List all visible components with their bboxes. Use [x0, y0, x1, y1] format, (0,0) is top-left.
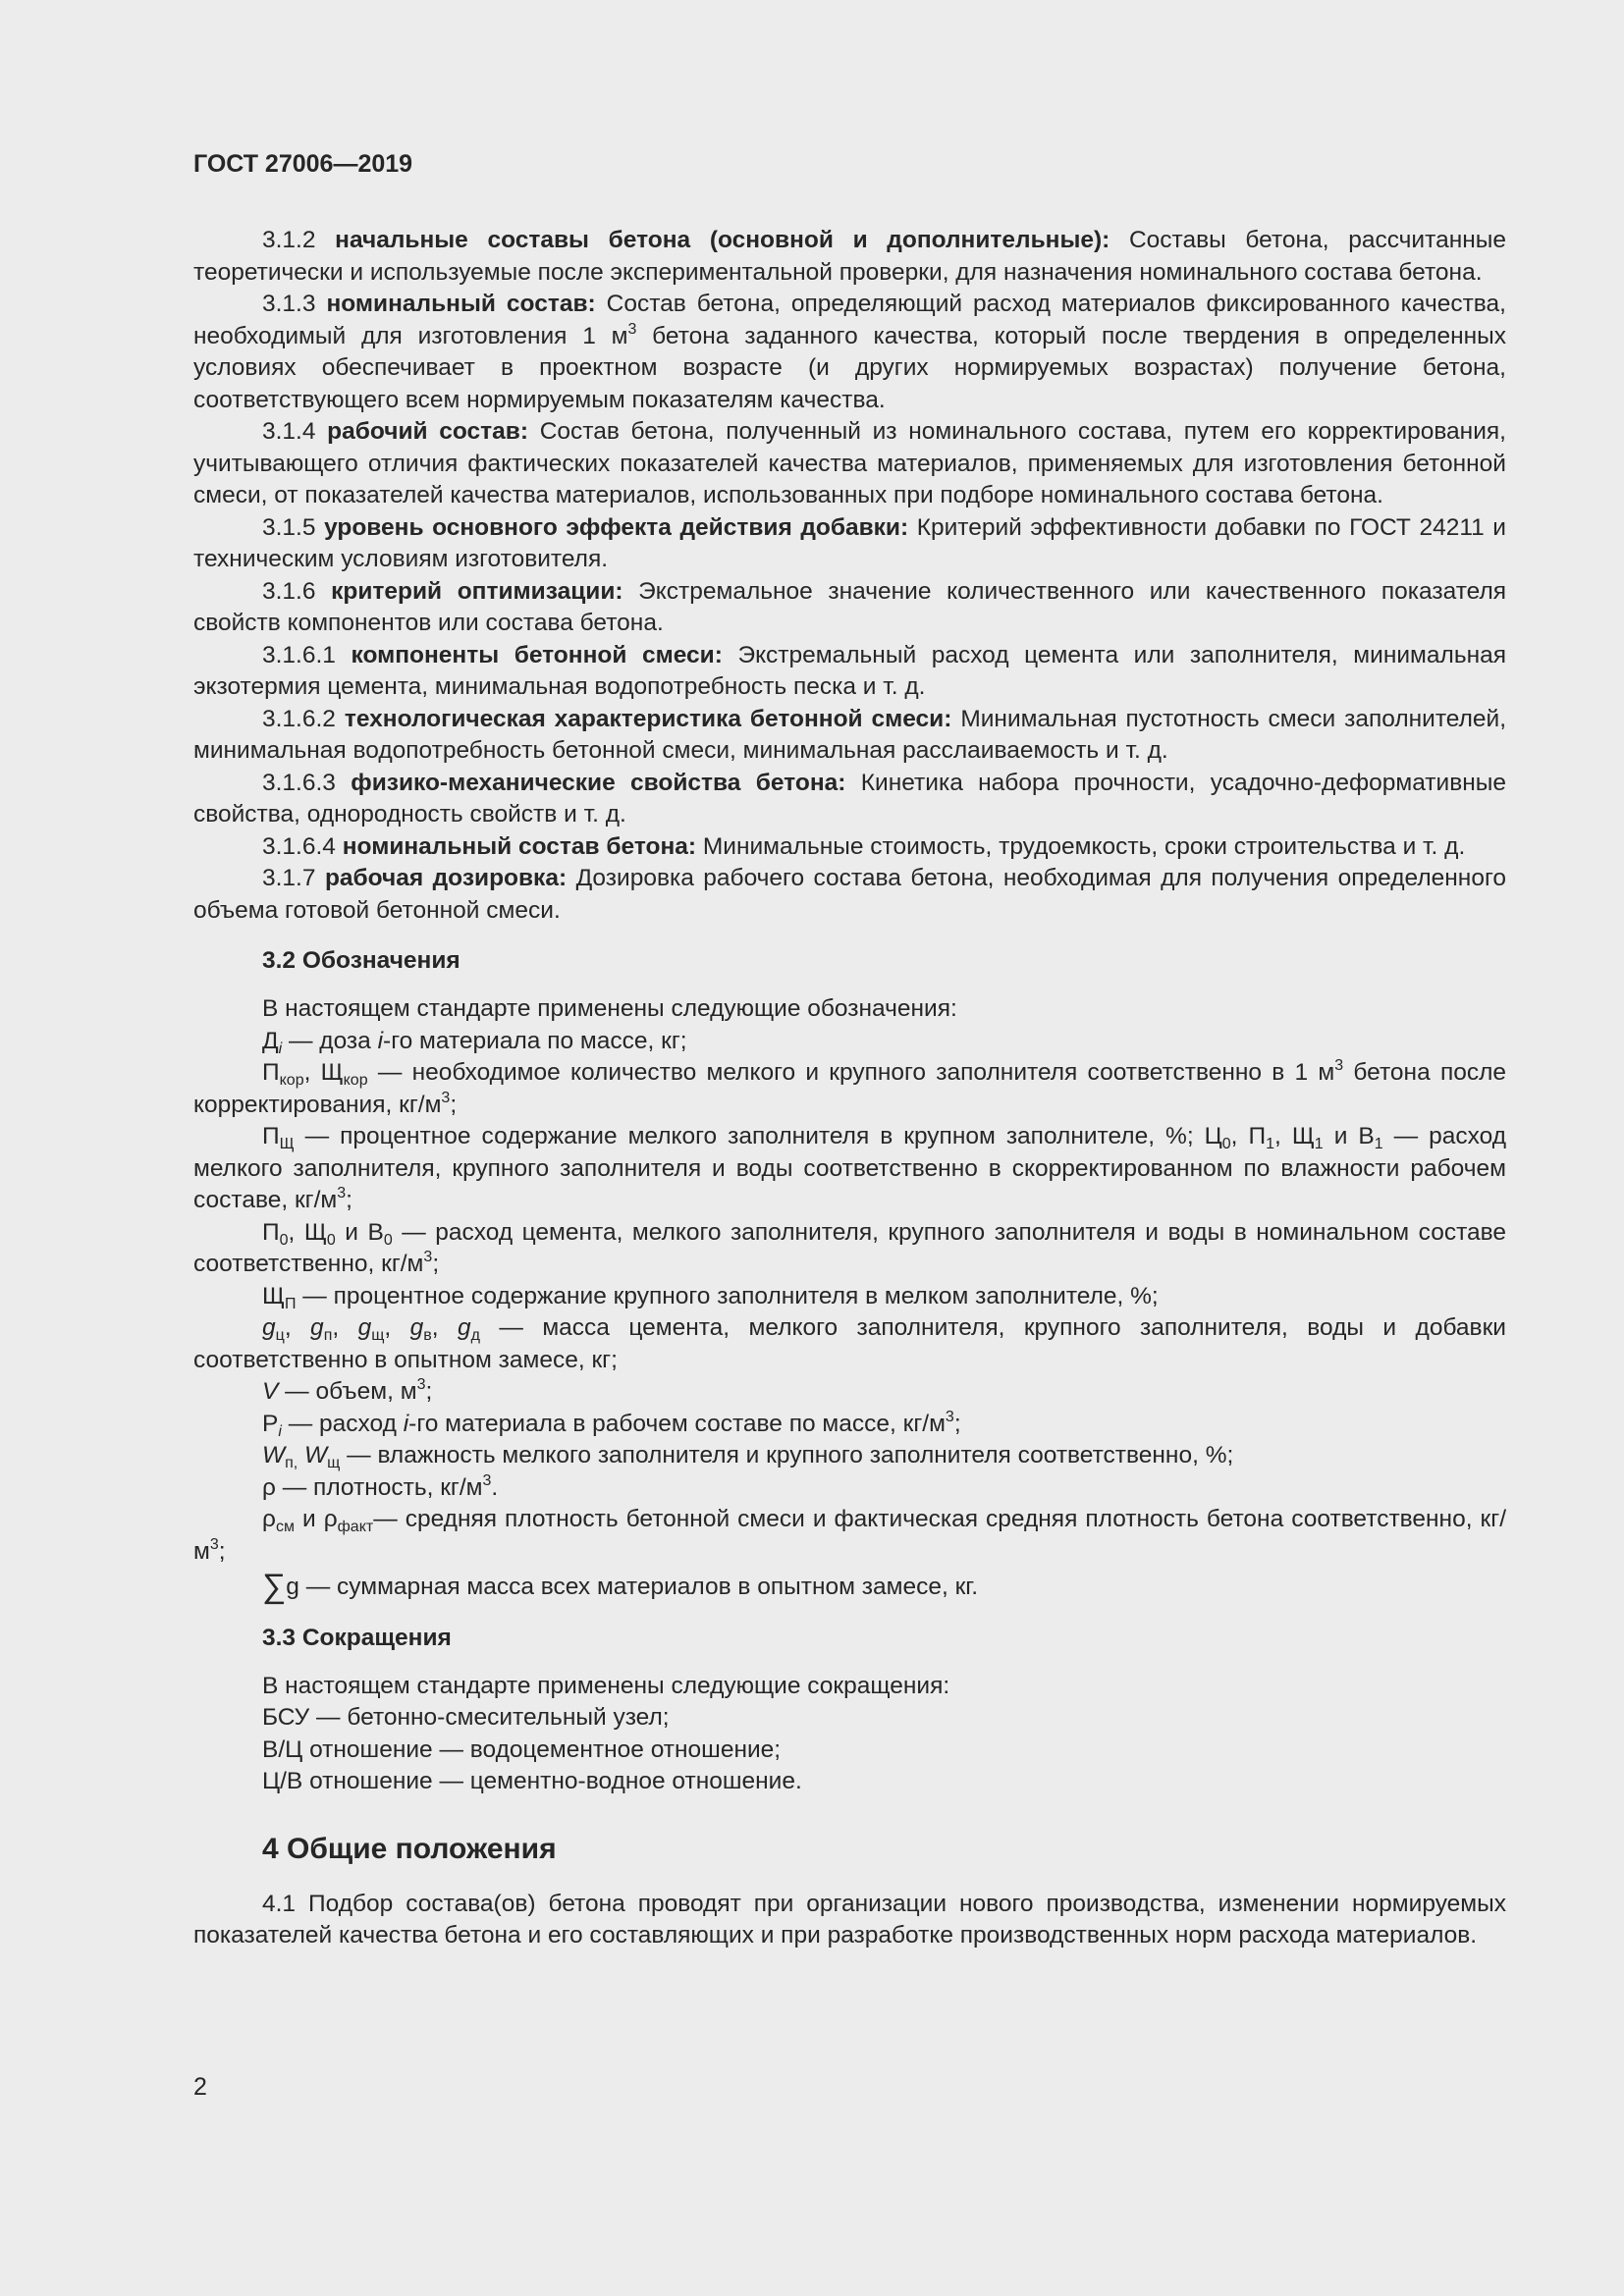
definition-3-1-6-1: 3.1.6.1 компоненты бетонной смеси: Экстремальный расход цемента или заполнителя, минимальная экзотермия цемента, минимальная водопотребность песка и т. д.	[193, 641, 1507, 700]
abbreviation-item: БСУ — бетонно-смесительный узел;	[262, 1704, 670, 1731]
abbreviation-item: В/Ц отношение — водоцементное отношение;	[262, 1735, 782, 1763]
definition-3-1-6-3: 3.1.6.3 физико-механические свойства бетона: Кинетика набора прочности, усадочно-деформативные свойства, однородность свойств и т. д.	[193, 769, 1506, 828]
symbol-average-density: $\rho_{см}$ и $\rho_{факт}—$ средняя плотность бетонной смеси и фактическая средняя плотность бетона соответственно, $кг/м^3$;	[193, 1506, 1507, 1565]
symbol-dose: $Д_i$ — доза i-го материала по массе, кг;	[262, 1027, 687, 1057]
section-heading-abbreviations: 3.3 Сокращения	[262, 1624, 452, 1651]
section-heading-general-provisions: 4 Общие положения	[262, 1832, 557, 1865]
symbol-volume: V — объем, $м^3$;	[262, 1376, 433, 1405]
symbol-fine-in-coarse: $П_Щ$ — процентное содержание мелкого заполнителя в крупном заполнителе, %; $Ц_0$, $П_1$, $Щ_1$ и $В_1$ — расход мелкого заполнителя, крупного заполнителя и воды соответственно в скорректированном по влажности рабочем составе, $кг/м^3$;	[193, 1123, 1507, 1213]
definition-3-1-6-4: 3.1.6.4 номинальный состав бетона: Минимальные стоимость, трудоемкость, сроки строительства и т. д.	[262, 832, 1466, 860]
abbreviations-intro: В настоящем стандарте применены следующие сокращения:	[262, 1672, 950, 1699]
definition-3-1-6-2: 3.1.6.2 технологическая характеристика бетонной смеси: Минимальная пустотность смеси заполнителей, минимальная водопотребность бетонной смеси, минимальная расслаиваемость и т. д.	[193, 705, 1507, 764]
symbol-total-mass: ∑g — суммарная масса всех материалов в опытном замесе, кг.	[262, 1568, 979, 1605]
paragraph-4-1: 4.1 Подбор состава(ов) бетона проводят при организации нового производства, изменении нормируемых показателей качества бетона и его составляющих и при разработке производственных норм расхода материалов.	[193, 1890, 1506, 1949]
document-body	[193, 225, 1506, 1952]
definition-3-1-2: 3.1.2 начальные составы бетона (основной и дополнительные): Составы бетона, рассчитанные теоретически и используемые после экспериментальной проверки, для назначения номинального состава бетона.	[193, 227, 1506, 286]
symbol-nominal-consumption: $П_0$, $Щ_0$ и $В_0$ — расход цемента, мелкого заполнителя, крупного заполнителя и воды в номинальном составе соответственно, $кг/м^3$;	[193, 1218, 1507, 1277]
abbreviation-item: Ц/В отношение — цементно-водное отношение.	[262, 1768, 802, 1794]
symbol-coarse-in-fine: $Щ_П$ — процентное содержание крупного заполнителя в мелком заполнителе, %;	[262, 1282, 1159, 1312]
definition-3-1-6: 3.1.6 критерий оптимизации: Экстремальное значение количественного или качественного показателя свойств компонентов или состава бетона.	[193, 577, 1507, 636]
section-heading-symbols: 3.2 Обозначения	[262, 947, 460, 974]
definition-3-1-5: 3.1.5 уровень основного эффекта действия добавки: Критерий эффективности добавки по ГОСТ 24211 и техническим условиям изготовителя.	[193, 513, 1506, 572]
symbol-corrected-aggregates: $П_{кор}$, $Щ_{кор}$ — необходимое количество мелкого и крупного заполнителя соответственно в 1 $м^3$ бетона после корректирования, $кг/м^3$;	[193, 1057, 1507, 1118]
symbols-intro: В настоящем стандарте применены следующие обозначения:	[262, 995, 957, 1022]
page-number: 2	[193, 2073, 207, 2101]
symbol-moisture: $W_{п,}$ $W_щ$ — влажность мелкого заполнителя и крупного заполнителя соответственно, %;	[262, 1442, 1234, 1471]
definition-3-1-7: 3.1.7 рабочая дозировка: Дозировка рабочего состава бетона, необходимая для получения определенного объема готовой бетонной смеси.	[193, 865, 1506, 924]
symbol-trial-batch-masses: $g_ц$, $g_п$, $g_щ$, $g_в$, $g_д$ — масса цемента, мелкого заполнителя, крупного заполнителя, воды и добавки соответственно в опытном замесе, кг;	[193, 1314, 1506, 1373]
definition-3-1-4: 3.1.4 рабочий состав: Состав бетона, полученный из номинального состава, путем его корректирования, учитывающего отличия фактических показателей качества материалов, применяемых для изготовления бетонной смеси, от показателей качества материалов, использованных при подборе номинального состава бетона.	[193, 418, 1506, 508]
document-header: ГОСТ 27006—2019	[193, 150, 413, 178]
symbol-working-consumption: $Р_i$ — расход i-го материала в рабочем составе по массе, $кг/м^3$;	[262, 1408, 961, 1440]
sigma-symbol: ∑	[262, 1568, 287, 1605]
definition-3-1-3: 3.1.3 номинальный состав: Состав бетона, определяющий расход материалов фиксированного качества, необходимый для изготовления 1 $м^3$ бетона заданного качества, который после твердения в определенных условиях обеспечивает в проектном возрасте (и других нормируемых возрастах) получение бетона, соответствующего всем нормируемым показателям качества.	[193, 291, 1506, 413]
symbol-density: ρ — плотность, $кг/м^3$.	[262, 1471, 499, 1501]
